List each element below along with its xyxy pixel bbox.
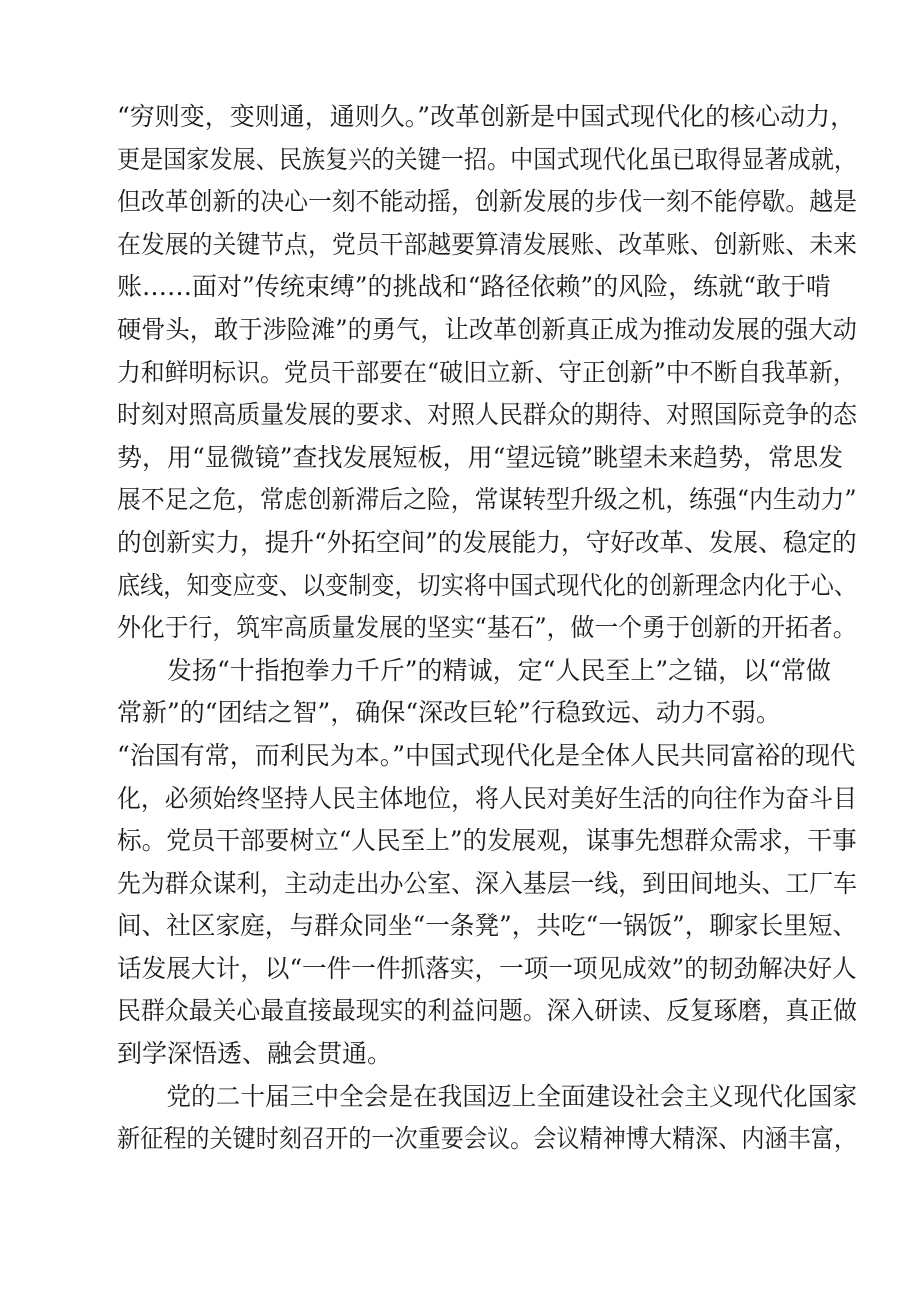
text-line: 间、社区家庭，与群众同坐“一条凳”，共吃“一锅饭”，聊家长里短、 [117, 911, 858, 941]
text-line: 硬骨头，敢于涉险滩”的勇气，让改革创新真正成为推动发展的强大动 [117, 314, 857, 344]
paragraph-start-line: 党的二十届三中全会是在我国迈上全面建设社会主义现代化国家 [166, 1081, 858, 1111]
text-line: 民群众最关心最直接最现实的利益问题。深入研读、反复琢磨，真正做 [117, 996, 857, 1026]
text-line: 先为群众谋利，主动走出办公室、深入基层一线，到田间地头、工厂车 [117, 868, 857, 898]
text-line: 的创新实力，提升“外拓空间”的发展能力，守好改革、发展、稳定的 [117, 527, 857, 557]
text-line: 底线，知变应变、以变制变，切实将中国式现代化的创新理念内化于心、 [117, 570, 858, 600]
text-line: 展不足之危，常虑创新滞后之险，常谋转型升级之机，练强“内生动力” [117, 485, 857, 515]
text-line: 外化于行，筑牢高质量发展的坚实“基石”，做一个勇于创新的开拓者。 [117, 613, 857, 643]
text-line: 更是国家发展、民族复兴的关键一招。中国式现代化虽已取得显著成就， [117, 144, 858, 174]
text-line: 力和鲜明标识。党员干部要在“破旧立新、守正创新”中不断自我革新， [117, 357, 857, 387]
text-line: “穷则变，变则通，通则久。”改革创新是中国式现代化的核心动力， [117, 102, 856, 131]
text-line: 时刻对照高质量发展的要求、对照人民群众的期待、对照国际竞争的态 [117, 400, 857, 430]
text-line: 到学深悟透、融会贯通。 [117, 1039, 393, 1069]
text-line: 势，用“显微镜”查找发展短板，用“望远镜”眺望未来趋势，常思发 [117, 442, 844, 472]
paragraph-start-line: 发扬“十指抱拳力千斤”的精诚，定“人民至上”之锚，以“常做 [167, 655, 831, 685]
text-line: 但改革创新的决心一刻不能动摇，创新发展的步伐一刻不能停歇。越是 [117, 187, 857, 217]
text-line: 新征程的关键时刻召开的一次重要会议。会议精神博大精深、内涵丰富， [117, 1124, 858, 1154]
text-line: 话发展大计，以“一件一件抓落实，一项一项见成效”的韧劲解决好人 [117, 953, 857, 983]
body-text [117, 96, 857, 1161]
text-line: 常新”的“团结之智”，确保“深改巨轮”行稳致远、动力不弱。 [117, 698, 781, 728]
text-line: 标。党员干部要树立“人民至上”的发展观，谋事先想群众需求，干事 [117, 826, 857, 856]
text-line: “治国有常，而利民为本。”中国式现代化是全体人民共同富裕的现代 [117, 740, 856, 770]
text-line: 在发展的关键节点，党员干部越要算清发展账、改革账、创新账、未来 [117, 229, 857, 259]
text-line: 账……面对”传统束缚”的挑战和“路径依赖”的风险，练就“敢于啃 [117, 272, 831, 302]
text-line: 化，必须始终坚持人民主体地位，将人民对美好生活的向往作为奋斗目 [117, 783, 857, 813]
